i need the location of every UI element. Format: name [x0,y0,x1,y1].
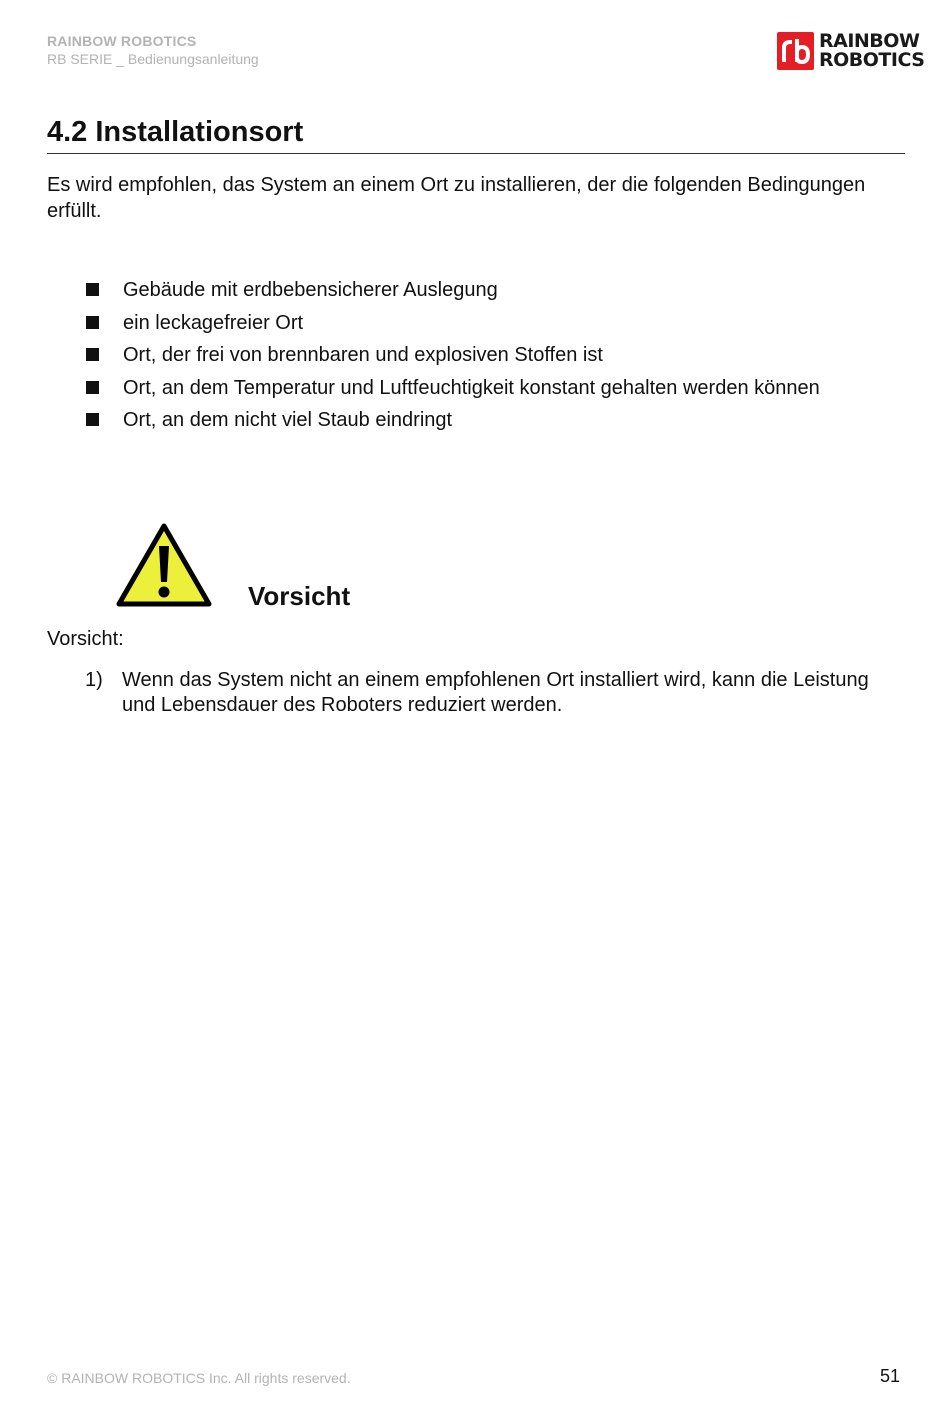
list-item-text: ein leckagefreier Ort [123,311,304,334]
list-item [85,375,820,408]
square-bullet-icon [86,381,99,394]
header-subtitle: RB SERIE _ Bedienungsanleitung [47,51,259,67]
footer-copyright: © RAINBOW ROBOTICS Inc. All rights reserved. [47,1370,351,1386]
list-item-text: Wenn das System nicht an einem empfohlenen Ort installiert wird, kann die Leistung und Lebensdauer des Roboters reduziert werden. [122,669,869,716]
header-brand: RAINBOW ROBOTICS [47,33,197,49]
list-item-text: Ort, an dem nicht viel Staub eindringt [123,409,453,431]
list-item [85,342,820,375]
square-bullet-icon [86,283,99,296]
square-bullet-icon [86,348,99,361]
list-item-number: 1) [85,669,103,691]
caution-label: Vorsicht: [47,628,124,650]
list-item [85,668,905,718]
rb-logo-icon [777,32,814,70]
square-bullet-icon [86,316,99,329]
logo-text-line1: RAINBOW [819,30,920,52]
list-item [85,407,820,440]
list-item-text: Ort, der frei von brennbaren und explosiven Stoffen ist [123,344,603,366]
conditions-list [85,277,820,440]
square-bullet-icon [86,413,99,426]
section-title: 4.2 Installationsort [47,116,905,154]
caution-heading: Vorsicht [248,581,351,611]
intro-paragraph: Es wird empfohlen, das System an einem Ort zu installieren, der die folgenden Bedingungen erfüllt. [47,174,866,222]
page-number: 51 [880,1366,901,1386]
rainbow-robotics-logo [777,31,924,71]
warning-triangle-icon [116,522,212,613]
list-item [85,277,820,310]
list-item-text: Gebäude mit erdbebensicherer Auslegung [123,279,498,301]
list-item-text: Ort, an dem Temperatur und Luftfeuchtigkeit konstant gehalten werden können [123,376,820,399]
list-item [85,310,820,343]
logo-text-line2: ROBOTICS [819,49,925,71]
caution-list [85,668,905,718]
